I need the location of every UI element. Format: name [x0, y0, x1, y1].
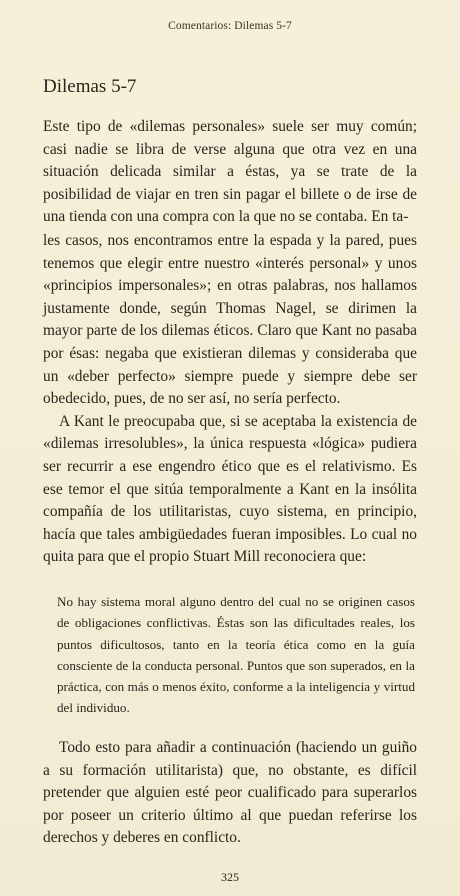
- running-head: Comentarios: Dilemas 5-7: [168, 20, 292, 32]
- paragraph-3-text: Todo esto para añadir a continuación (haciendo un guiño a su formación utilitarista) que, no obstante, es difícil pretender que alguien esté peor cualificado para superarlos por poseer un criterio último al que puedan referirse los derechos y deberes en conflicto.: [43, 739, 417, 847]
- block-quote: [57, 591, 415, 719]
- paragraph-1-text: Este tipo de «dilemas personales» suele ser muy común; casi nadie se libra de verse alguna que otra vez en una situación delicada similar a éstas, ya se trate de la posibilidad de viajar en tren sin pagar el billete o de irse de una tienda con una compra con la que no se contaba. En ta-: [43, 118, 417, 226]
- block-quote-text: No hay sistema moral alguno dentro del cual no se originen casos de obligaciones conflictivas. Éstas son las dificultades reales, los puntos dificultosos, tanto en la teoría ética como en la guía consciente de la conducta personal. Puntos que son superados, en la práctica, con más o menos éxito, conforme a la inteligencia y virtud del individuo.: [57, 594, 415, 716]
- paragraph-1: [43, 116, 417, 229]
- paragraph-3: [43, 737, 417, 850]
- paragraph-2a-text: les casos, nos encontramos entre la espada y la pared, pues tenemos que elegir entre nuestro «interés personal» y unos «principios impersonales»; en otras palabras, nos hallamos justamente donde, según Thomas Nagel, se dirimen la mayor parte de los dilemas éticos. Claro que Kant no pasaba por ésas: negaba que existieran dilemas y consideraba que un «deber perfecto» siempre puede y siempre debe ser obedecido, pues, de no ser así, no sería perfecto.: [43, 232, 417, 408]
- paragraph-2b-text: A Kant le preocupaba que, si se aceptaba la existencia de «dilemas irresolubles», la única respuesta «lógica» pudiera ser recurrir a ese engendro ético que es el relativismo. Es ese temor el que sitúa temporalmente a Kant en la insólita compañía de los utilitaristas, cuyo sistema, en principio, hacía que tales ambigüedades fueran imposibles. Lo cual no quita para que el propio Stuart Mill reconociera que:: [43, 412, 417, 566]
- paragraph-2: [43, 230, 417, 569]
- section-title: Dilemas 5-7: [43, 76, 137, 97]
- page-number: 325: [221, 870, 239, 884]
